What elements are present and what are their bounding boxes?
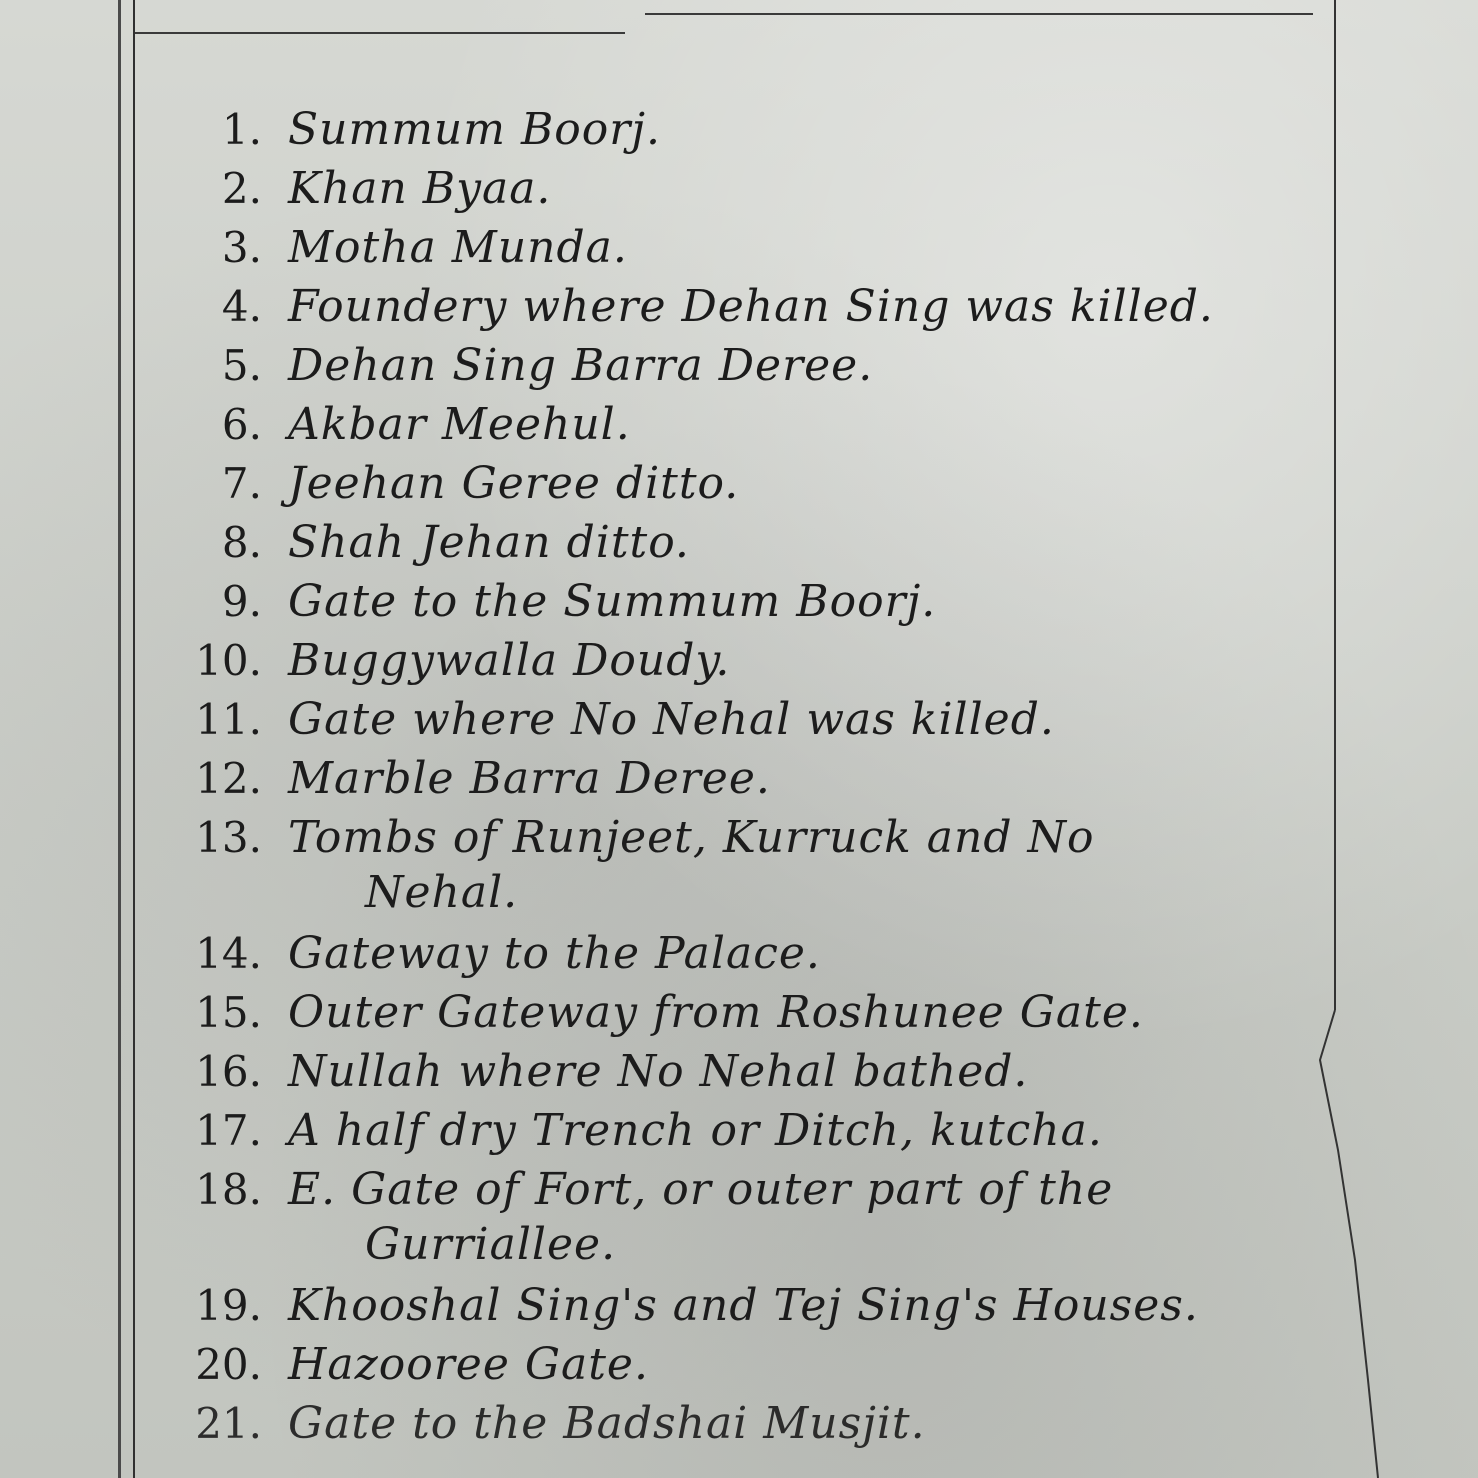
entry-text-continuation: Nehal.: [365, 867, 519, 918]
index-entry-6: [170, 395, 1350, 454]
index-entry-13: [170, 808, 1350, 924]
entry-text: Buggywalla Doudy.: [288, 635, 731, 686]
entry-number: 2.: [221, 164, 262, 213]
entry-text: Gateway to the Palace.: [288, 928, 821, 979]
entry-number: 11.: [195, 695, 262, 744]
entry-number: 19.: [195, 1281, 262, 1330]
entry-number: 20.: [195, 1340, 262, 1389]
index-entry-2: [170, 159, 1350, 218]
index-entry-7: [170, 454, 1350, 513]
index-entry-5: [170, 336, 1350, 395]
index-entry-11: [170, 690, 1350, 749]
entry-text: Outer Gateway from Roshunee Gate.: [288, 987, 1144, 1038]
entry-number: 6.: [221, 400, 262, 449]
entry-number: 15.: [195, 988, 262, 1037]
index-entry-16: [170, 1042, 1350, 1101]
entry-text: Shah Jehan ditto.: [288, 517, 690, 568]
entry-text-continuation: Gurriallee.: [365, 1219, 617, 1270]
index-entry-10: [170, 631, 1350, 690]
entry-text: Gate where No Nehal was killed.: [288, 694, 1055, 745]
index-entry-12: [170, 749, 1350, 808]
entry-number: 9.: [221, 577, 262, 626]
entry-text: Gate to the Summum Boorj.: [288, 576, 937, 627]
entry-number: 5.: [221, 341, 262, 390]
entry-number: 12.: [195, 754, 262, 803]
entry-text: Nullah where No Nehal bathed.: [288, 1046, 1029, 1097]
entry-number: 21.: [195, 1399, 262, 1448]
entry-number: 10.: [195, 636, 262, 685]
entry-text: Marble Barra Deree.: [288, 753, 771, 804]
entry-number: 13.: [195, 813, 262, 862]
entry-text: Hazooree Gate.: [288, 1339, 649, 1390]
entry-number: 17.: [195, 1106, 262, 1155]
entry-text: Jeehan Geree ditto.: [288, 458, 740, 509]
entry-number: 7.: [221, 459, 262, 508]
index-entry-14: [170, 924, 1350, 983]
entry-text: Summum Boorj.: [288, 104, 661, 155]
map-reference-index-list: [170, 100, 1350, 1453]
index-entry-18: [170, 1160, 1350, 1276]
entry-number: 18.: [195, 1165, 262, 1214]
index-entry-8: [170, 513, 1350, 572]
entry-number: 16.: [195, 1047, 262, 1096]
entry-number: 3.: [221, 223, 262, 272]
entry-text: Dehan Sing Barra Deree.: [288, 340, 874, 391]
entry-number: 14.: [195, 929, 262, 978]
entry-number: 8.: [221, 518, 262, 567]
entry-text: Khan Byaa.: [288, 163, 552, 214]
index-entry-3: [170, 218, 1350, 277]
index-entry-20: [170, 1335, 1350, 1394]
entry-text: Tombs of Runjeet, Kurruck and No: [288, 812, 1095, 863]
entry-text: E. Gate of Fort, or outer part of the: [288, 1164, 1114, 1215]
entry-text: A half dry Trench or Ditch, kutcha.: [288, 1105, 1103, 1156]
index-entry-19: [170, 1276, 1350, 1335]
index-entry-1: [170, 100, 1350, 159]
index-entry-9: [170, 572, 1350, 631]
entry-text: Foundery where Dehan Sing was killed.: [288, 281, 1214, 332]
entry-text: Motha Munda.: [288, 222, 628, 273]
entry-number: 1.: [221, 105, 262, 154]
index-entry-21: [170, 1394, 1350, 1453]
index-entry-15: [170, 983, 1350, 1042]
entry-number: 4.: [221, 282, 262, 331]
index-entry-17: [170, 1101, 1350, 1160]
entry-text: Gate to the Badshai Musjit.: [288, 1398, 926, 1449]
entry-text: Akbar Meehul.: [288, 399, 631, 450]
entry-text: Khooshal Sing's and Tej Sing's Houses.: [288, 1280, 1199, 1331]
index-entry-4: [170, 277, 1350, 336]
